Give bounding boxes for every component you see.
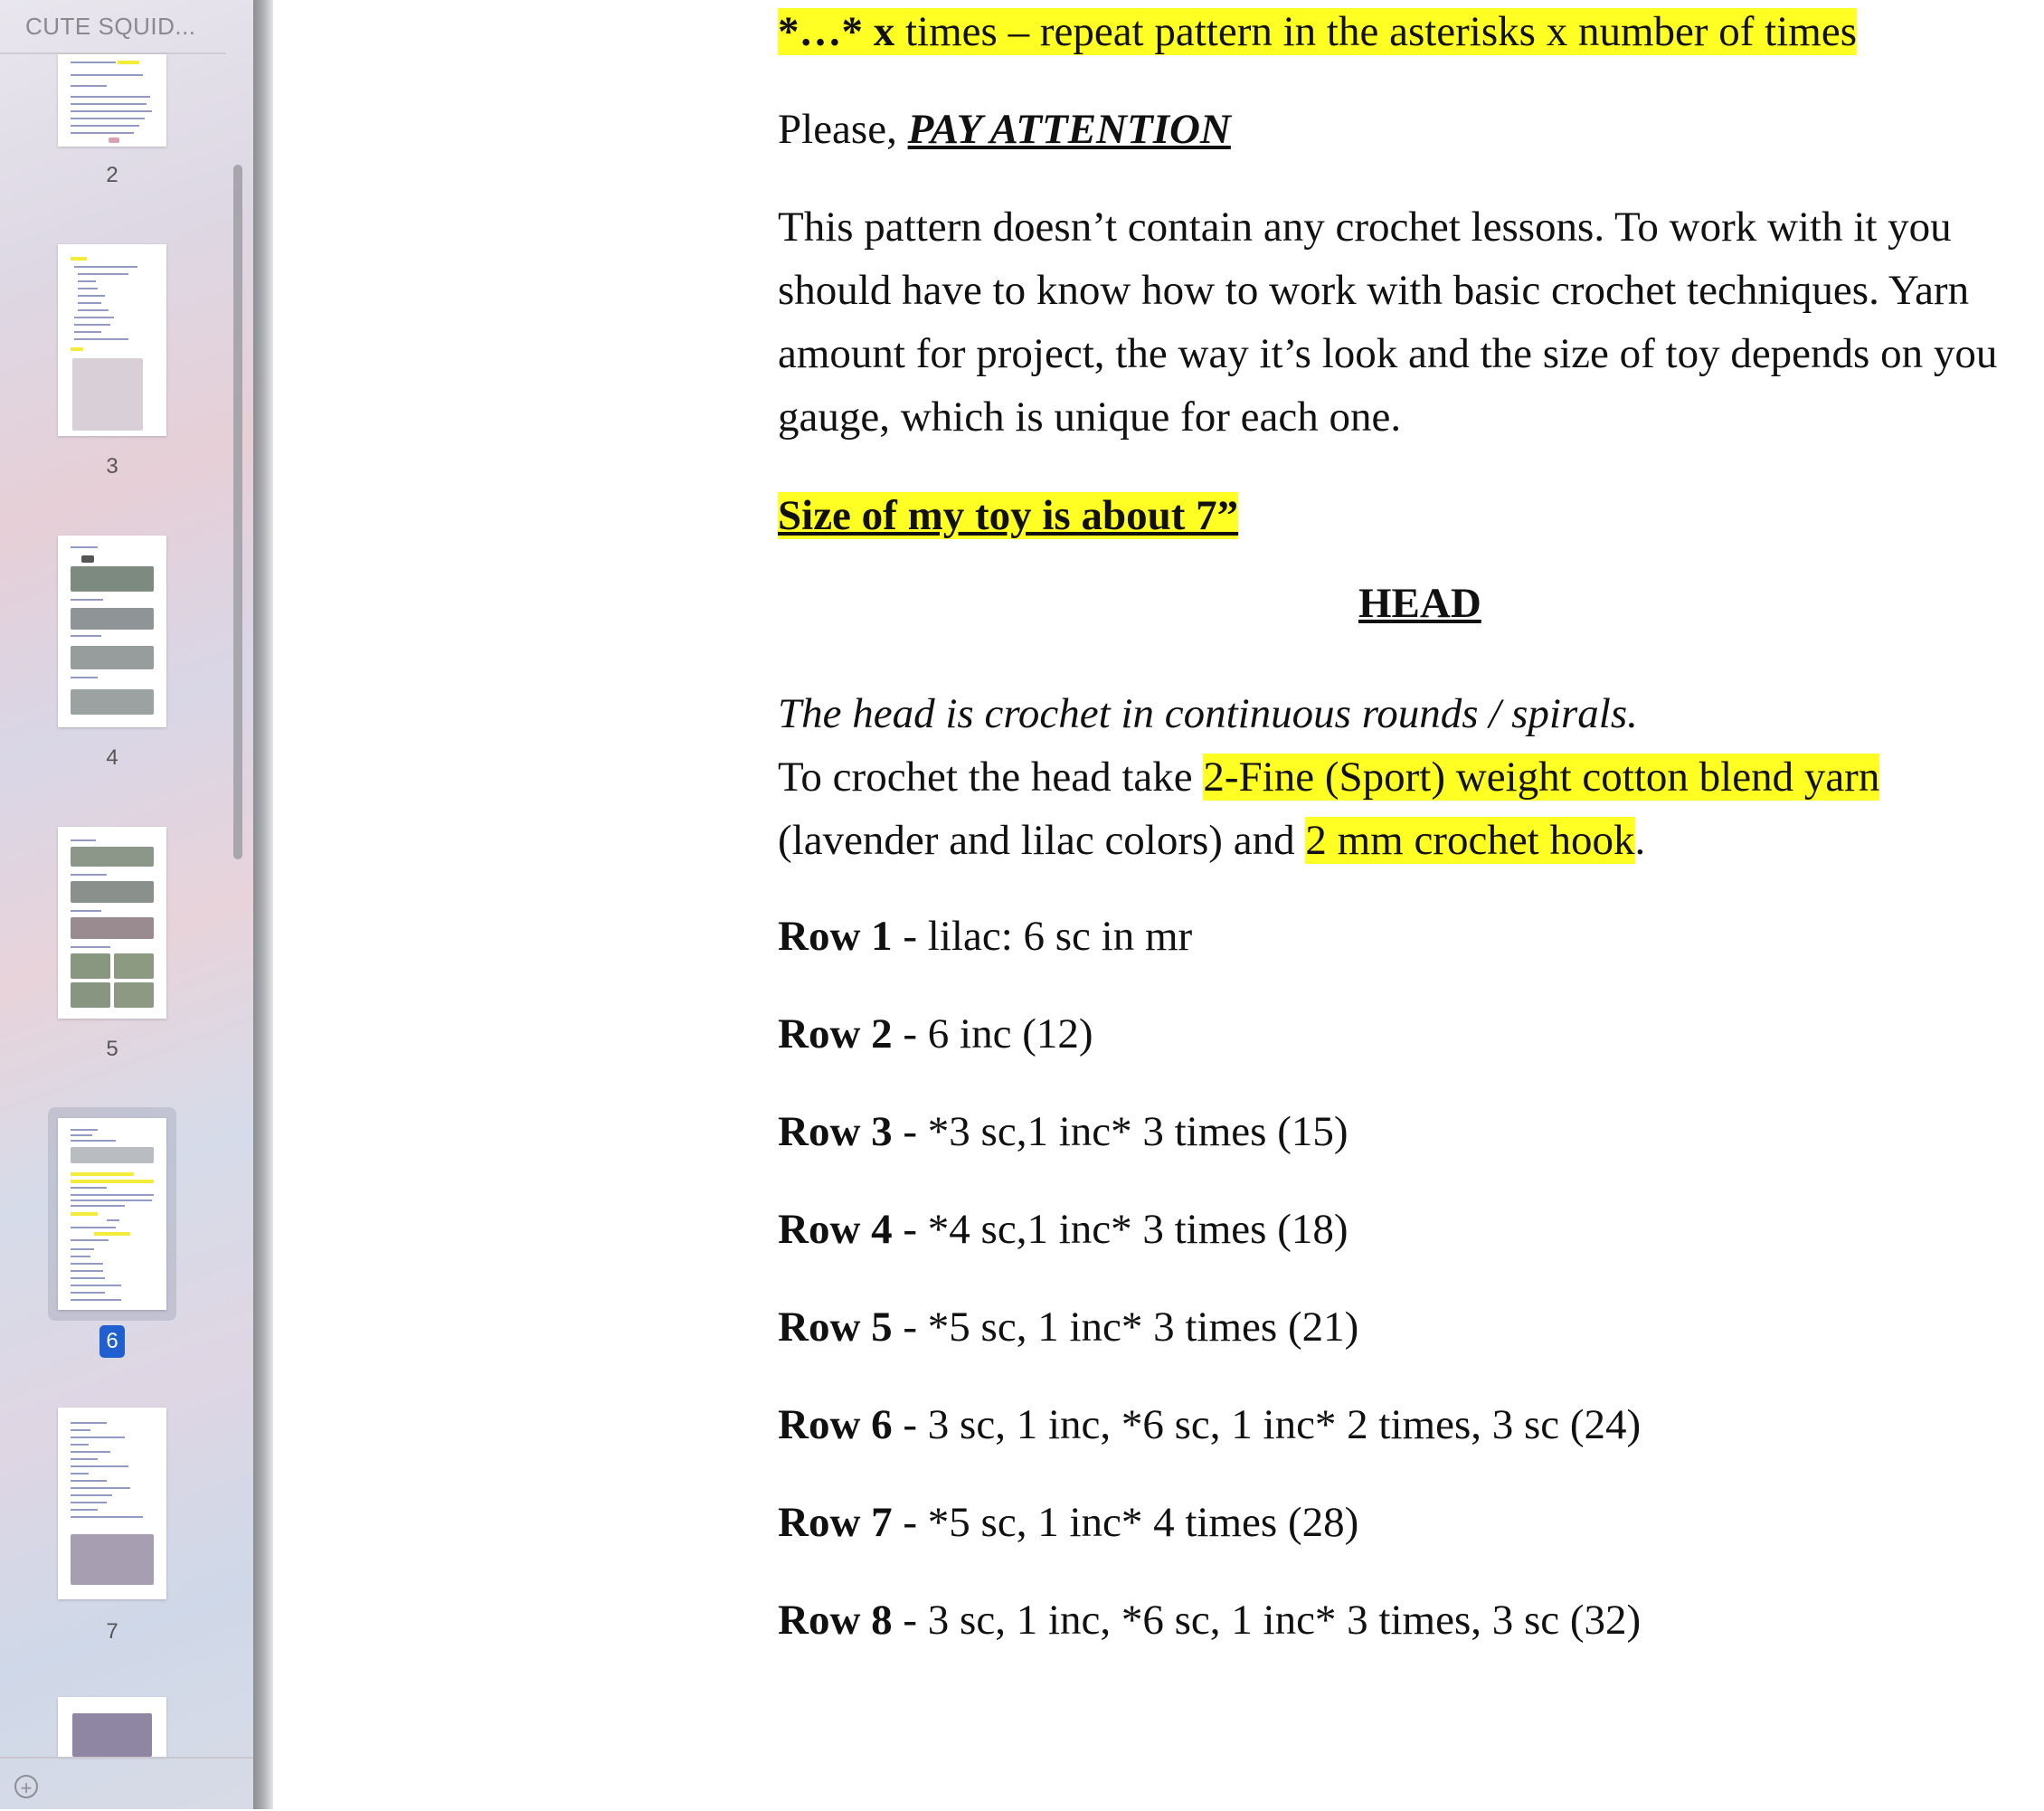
pay-attention-text: PAY ATTENTION	[907, 106, 1231, 153]
pattern-row	[778, 1198, 1348, 1261]
page-thumbnail-6[interactable]	[58, 1118, 166, 1310]
head-intro-italic: The head is crochet in continuous rounds / spirals.	[778, 690, 1638, 737]
add-page-button[interactable]: +	[14, 1775, 38, 1798]
row-label: Row 3	[778, 1108, 893, 1155]
page-number-6: 6	[99, 1325, 125, 1358]
sidebar-scrollbar[interactable]	[233, 165, 242, 859]
head-intro-text-2: (lavender and lilac colors) and	[778, 817, 1306, 864]
size-note	[778, 484, 1238, 547]
pattern-row	[778, 1002, 1093, 1066]
row-label: Row 2	[778, 1010, 893, 1057]
row-label: Row 5	[778, 1304, 893, 1351]
head-intro-paragraph	[778, 682, 2044, 872]
row-instruction: - 3 sc, 1 inc, *6 sc, 1 inc* 2 times, 3 sc (24)	[892, 1401, 1642, 1448]
yarn-highlight: 2-Fine (Sport) weight cotton blend yarn	[1203, 754, 1880, 801]
row-label: Row 4	[778, 1206, 893, 1253]
repeat-note	[778, 0, 1857, 63]
section-heading-head: HEAD	[1358, 580, 1481, 627]
page-thumbnail-8[interactable]	[58, 1697, 166, 1757]
page-thumbnail-3[interactable]	[58, 244, 166, 436]
pattern-row	[778, 1393, 1641, 1456]
pattern-row	[778, 1100, 1348, 1163]
row-instruction: - *4 sc,1 inc* 3 times (18)	[892, 1206, 1348, 1253]
repeat-note-symbol: *…* x	[778, 8, 895, 55]
page-number-4: 4	[106, 745, 118, 770]
row-instruction: - 3 sc, 1 inc, *6 sc, 1 inc* 3 times, 3 sc (32)	[892, 1597, 1642, 1644]
repeat-note-text: times – repeat pattern in the asterisks x number of times	[894, 8, 1857, 55]
row-label: Row 8	[778, 1597, 893, 1644]
please-text: Please,	[778, 106, 908, 153]
hook-highlight: 2 mm crochet hook	[1305, 817, 1635, 864]
page-thumbnail-7[interactable]	[58, 1408, 166, 1599]
pattern-row	[778, 1295, 1358, 1359]
pattern-row	[778, 905, 1192, 968]
thumbnail-sidebar[interactable]	[0, 0, 253, 1809]
pattern-row	[778, 1491, 1358, 1554]
sidebar-footer	[0, 1757, 253, 1811]
page-number-7: 7	[106, 1619, 118, 1644]
row-label: Row 1	[778, 913, 893, 960]
page-number-2: 2	[106, 163, 118, 187]
disclaimer-paragraph: This pattern doesn’t contain any crochet lessons. To work with it you should have to know how to work with basic crochet techniques. Yarn amount for project, the way it’s look and the size of toy depends on you gauge, which is unique for each one.	[778, 204, 1998, 441]
document-title: CUTE SQUID...	[25, 13, 196, 40]
row-instruction: - *5 sc, 1 inc* 4 times (28)	[892, 1499, 1359, 1546]
page-thumbnail-4[interactable]	[58, 536, 166, 727]
row-instruction: - lilac: 6 sc in mr	[892, 913, 1193, 960]
attention-line	[778, 98, 1231, 161]
size-note-text: Size of my toy is about 7”	[778, 492, 1239, 539]
sidebar-edge	[253, 0, 273, 1809]
page-number-5: 5	[106, 1037, 118, 1061]
row-label: Row 6	[778, 1401, 893, 1448]
head-intro-text-1: To crochet the head take	[778, 754, 1204, 801]
row-instruction: - 6 inc (12)	[892, 1010, 1093, 1057]
page-number-3: 3	[106, 454, 118, 479]
document-page[interactable]	[273, 0, 1998, 1809]
pattern-row	[778, 1588, 1641, 1652]
page-thumbnail-2[interactable]	[58, 54, 166, 147]
row-instruction: - *5 sc, 1 inc* 3 times (21)	[892, 1304, 1359, 1351]
row-instruction: - *3 sc,1 inc* 3 times (15)	[892, 1108, 1348, 1155]
head-intro-text-3: .	[1634, 817, 1646, 864]
page-thumbnail-5[interactable]	[58, 827, 166, 1019]
row-label: Row 7	[778, 1499, 893, 1546]
